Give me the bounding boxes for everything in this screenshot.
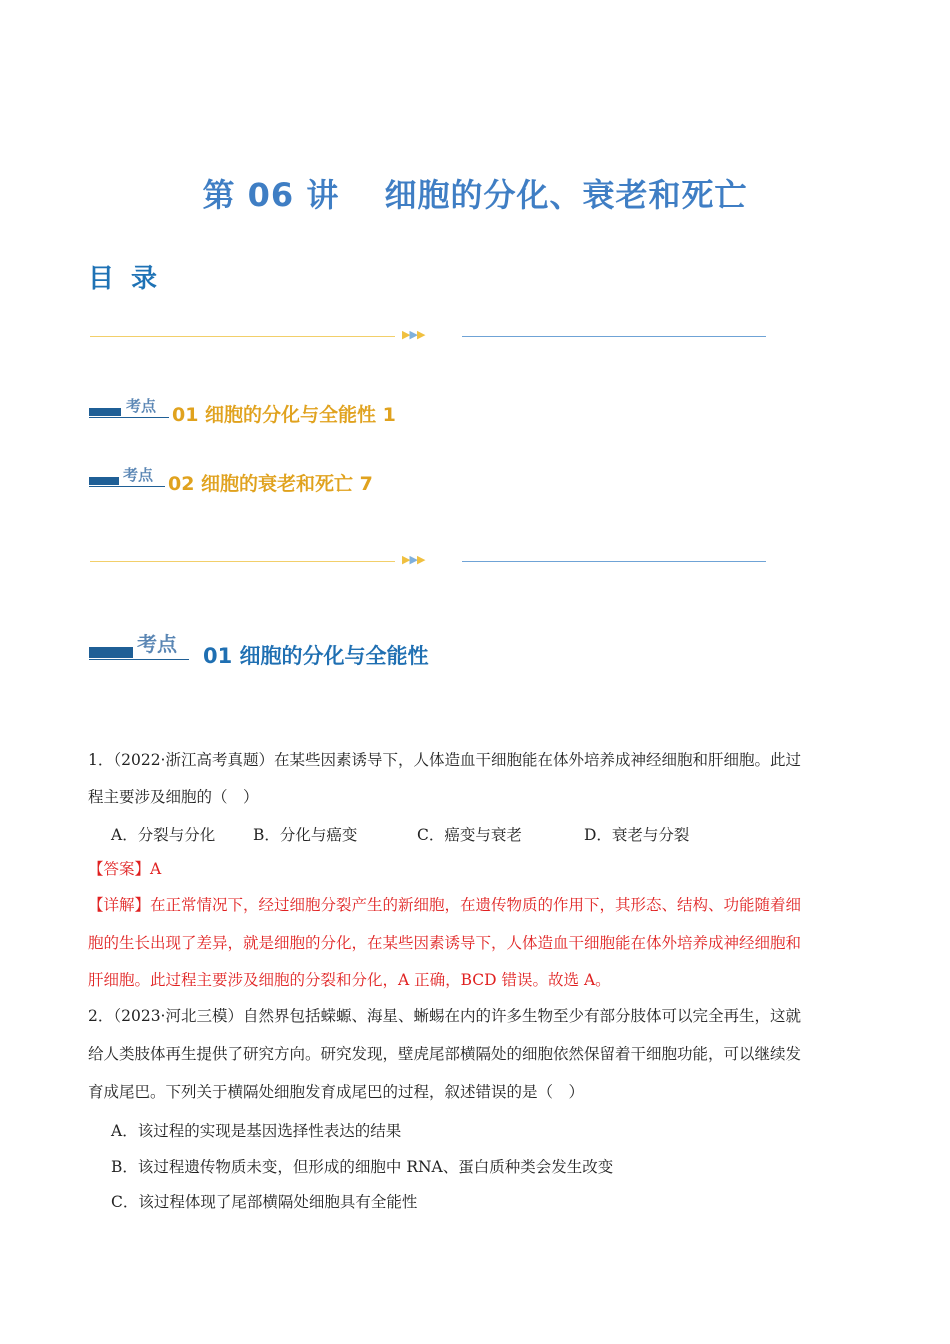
q2-stem-line3: 育成尾巴。下列关于横隔处细胞发育成尾巴的过程，叙述错误的是（ ）: [88, 1083, 585, 1101]
q1-option-c: C．癌变与衰老: [417, 826, 522, 844]
toc-item-1[interactable]: 01 细胞的分化与全能性 1: [172, 404, 396, 426]
divider-top: [90, 330, 766, 344]
section-badge: 考点: [89, 630, 189, 660]
q1-option-d: D．衰老与分裂: [584, 826, 690, 844]
q1-option-a: A．分裂与分化: [111, 826, 216, 844]
toc-badge-2: 考点: [89, 465, 165, 487]
q1-option-b: B．分化与癌变: [253, 826, 358, 844]
q2-stem-line2: 给人类肢体再生提供了研究方向。研究发现，壁虎尾部横隔处的细胞依然保留着干细胞功能，可以继续发: [88, 1045, 802, 1063]
arrow-icon: ▶▶▶: [402, 553, 425, 566]
q2-option-b: B．该过程遗传物质未变，但形成的细胞中 RNA、蛋白质种类会发生改变: [111, 1158, 614, 1176]
toc-heading: 目 录: [88, 264, 162, 294]
q1-answer: [88, 859, 161, 879]
page-title: 第 06 讲 细胞的分化、衰老和死亡: [202, 176, 748, 214]
toc-badge-1: 考点: [89, 396, 169, 418]
q1-analysis-line3: 肝细胞。此过程主要涉及细胞的分裂和分化，A 正确，BCD 错误。故选 A。: [88, 971, 611, 989]
q1-stem-line1: 1．（2022·浙江高考真题）在某些因素诱导下，人体造血干细胞能在体外培养成神经细胞和肝细胞。此过: [88, 751, 801, 769]
q1-analysis-line1: 【详解】在正常情况下，经过细胞分裂产生的新细胞，在遗传物质的作用下，其形态、结构、功能随着细: [88, 896, 802, 914]
q2-option-c: C．该过程体现了尾部横隔处细胞具有全能性: [111, 1193, 418, 1211]
toc-item-2[interactable]: 02 细胞的衰老和死亡 7: [168, 473, 373, 495]
q1-stem-line2: 程主要涉及细胞的（ ）: [88, 788, 259, 806]
q1-analysis-line2: 胞的生长出现了差异，就是细胞的分化，在某些因素诱导下，人体造血干细胞能在体外培养成神经细胞和: [88, 934, 802, 952]
answer-value: A: [150, 860, 162, 878]
q2-option-a: A．该过程的实现是基因选择性表达的结果: [111, 1122, 402, 1140]
answer-label: 【答案】: [88, 860, 151, 878]
q2-stem-line1: 2．（2023·河北三模）自然界包括蝾螈、海星、蜥蜴在内的许多生物至少有部分肢体可以完全再生，这就: [88, 1007, 801, 1025]
arrow-icon: ▶▶▶: [402, 328, 425, 341]
divider-bottom: [90, 555, 766, 569]
section-title: 01 细胞的分化与全能性: [203, 644, 429, 668]
analysis-label: 【详解】: [88, 896, 151, 914]
